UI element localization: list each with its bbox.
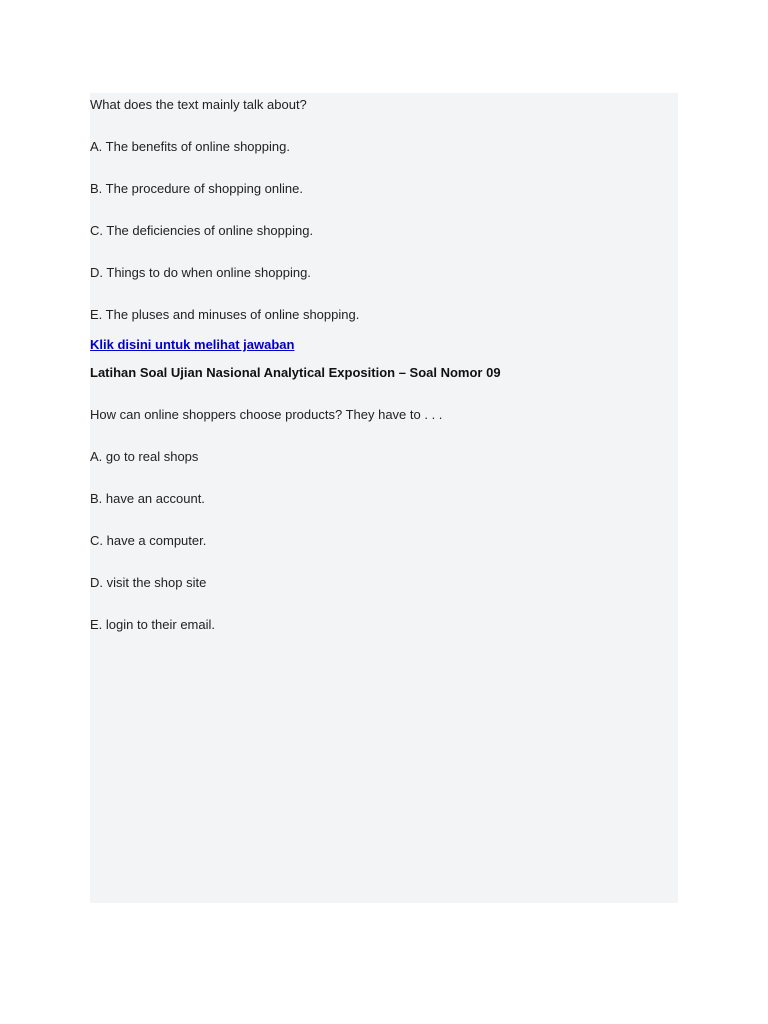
question-2-heading: Latihan Soal Ujian Nasional Analytical Exposition – Soal Nomor 09 [90,365,501,380]
question-1-option-a: A. The benefits of online shopping. [90,139,290,154]
question-2-option-a: A. go to real shops [90,449,199,464]
question-1-option-c: C. The deficiencies of online shopping. [90,223,314,238]
question-1-option-b: B. The procedure of shopping online. [90,181,303,196]
answer-link[interactable]: Klik disini untuk melihat jawaban [90,337,295,352]
question-2-prompt: How can online shoppers choose products? They have to . . . [90,407,443,422]
question-2-option-e: E. login to their email. [90,617,216,632]
question-1-option-d: D. Things to do when online shopping. [90,265,311,280]
content-panel [90,93,678,903]
question-2-option-b: B. have an account. [90,491,205,506]
question-2-option-c: C. have a computer. [90,533,207,548]
question-2-option-d: D. visit the shop site [90,575,207,590]
question-1-option-e: E. The pluses and minuses of online shopping. [90,307,360,322]
question-1-prompt: What does the text mainly talk about? [90,97,307,112]
